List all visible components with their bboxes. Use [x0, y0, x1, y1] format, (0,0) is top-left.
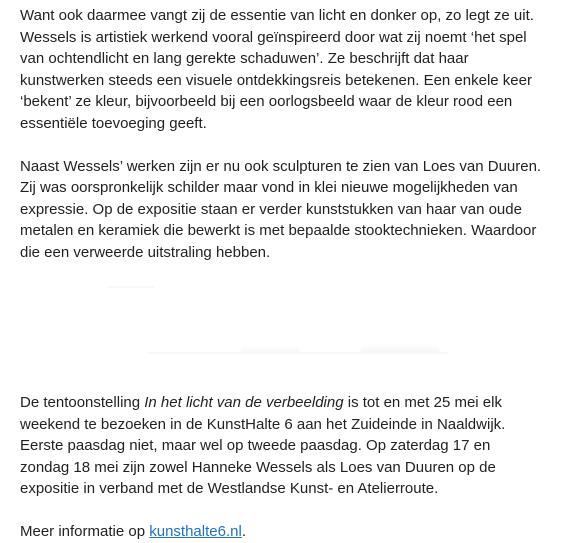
paragraph-text: Naast Wessels’ werken zijn er nu ook sculpturen te zien van Loes van Duuren. Zij was oorspronkelijk schilder maar vond in klei nieuwe mogelijkheden van expressie. Op de expositie staan er verder kunststukken van haar van oude metalen en keramiek die bewerkt is met bepaalde stooktechnieken. Waardoor die een verweerde uitstraling hebben.	[20, 157, 542, 261]
paragraph-text: Want ook daarmee vangt zij de essentie van licht en donker op, zo legt ze uit. Wessels is artistiek werkend vooral geïnspireerd door wat zij noemt ‘het spel van ochtendlicht en lang gerekte schaduwen’. Ze beschrijft dat haar kunstwerken steeds een visuele ontdekkingsreis betekenen. Een enkele keer ‘bekent’ ze kleur, bijvoorbeeld bij een oorlogsbeeld waar de kleur rood een essentiële toevoeging geeft.	[20, 7, 534, 132]
paragraph-text-start: De tentoonstelling	[20, 394, 145, 411]
paragraph-loes-van-duuren	[20, 156, 542, 264]
paragraph-exhibition-dates	[20, 392, 542, 500]
kunsthalte-link[interactable]: kunsthalte6.nl	[149, 523, 242, 540]
more-info-suffix: .	[241, 523, 246, 540]
image-fragment	[148, 352, 448, 354]
paragraph-wessels-light	[20, 5, 542, 134]
image-fragment	[108, 286, 154, 288]
paragraph-more-info	[20, 521, 542, 543]
exhibition-title: In het licht van de verbeelding	[144, 394, 344, 411]
more-info-label: Meer informatie op	[20, 523, 150, 540]
paragraph-text-end: is tot en met 25 mei elk weekend te bezoeken in de KunstHalte 6 aan het Zuideinde in Naaldwijk. Eerste paasdag niet, maar wel op tweede paasdag. Op zaterdag 17 en zondag 18 mei zijn zowel Hanneke Wessels als Loes van Duuren op de expositie in verband met de Westlandse Kunst- en Atelierroute.	[20, 394, 506, 497]
embedded-image-placeholder	[20, 285, 542, 371]
